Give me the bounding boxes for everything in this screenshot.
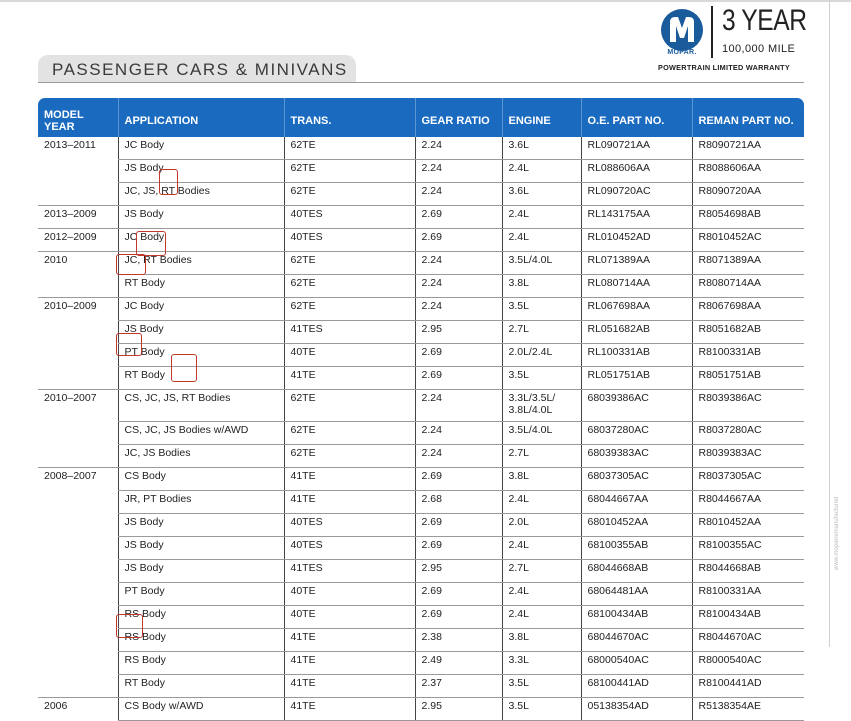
transmission: 40TE	[284, 344, 415, 367]
reman-part-no: R8100355AC	[692, 537, 804, 560]
table-row	[38, 537, 804, 560]
column-header: GEAR RATIO	[415, 98, 502, 137]
application: JS Body	[118, 537, 284, 560]
transmission: 41TE	[284, 367, 415, 390]
reman-part-no: R8039383AC	[692, 445, 804, 468]
application: JC, JS, RT Bodies	[118, 183, 284, 206]
table-row	[38, 560, 804, 583]
model-year	[38, 321, 118, 344]
application: JR, PT Bodies	[118, 491, 284, 514]
oe-part-no: RL100331AB	[581, 344, 692, 367]
section-title: PASSENGER CARS & MINIVANS	[52, 60, 348, 79]
engine: 2.4L	[502, 606, 581, 629]
gear-ratio: 2.69	[415, 514, 502, 537]
engine: 3.5L	[502, 367, 581, 390]
oe-part-no: RL067698AA	[581, 298, 692, 321]
oe-part-no: 68064481AA	[581, 583, 692, 606]
model-year: 2013–2009	[38, 206, 118, 229]
engine: 2.0L	[502, 514, 581, 537]
model-year	[38, 491, 118, 514]
application: JS Body	[118, 514, 284, 537]
application: JS Body	[118, 206, 284, 229]
oe-part-no: RL088606AA	[581, 160, 692, 183]
gear-ratio: 2.69	[415, 206, 502, 229]
reman-part-no: R8037280AC	[692, 422, 804, 445]
table-row	[38, 390, 804, 422]
reman-part-no: R8044670AC	[692, 629, 804, 652]
table-row	[38, 321, 804, 344]
column-header: ENGINE	[502, 98, 581, 137]
reman-part-no: R8051751AB	[692, 367, 804, 390]
gear-ratio: 2.69	[415, 468, 502, 491]
engine: 2.4L	[502, 491, 581, 514]
application: CS Body w/AWD	[118, 698, 284, 721]
gear-ratio: 2.69	[415, 367, 502, 390]
table-row	[38, 275, 804, 298]
transmission: 41TE	[284, 468, 415, 491]
model-year	[38, 606, 118, 629]
oe-part-no: 68039386AC	[581, 390, 692, 422]
warranty-years: 3 YEAR	[722, 4, 807, 37]
engine: 2.4L	[502, 229, 581, 252]
oe-part-no: RL051682AB	[581, 321, 692, 344]
transmission: 41TE	[284, 491, 415, 514]
oe-part-no: RL071389AA	[581, 252, 692, 275]
column-header: APPLICATION	[118, 98, 284, 137]
column-header: MODEL YEAR	[44, 108, 84, 133]
reman-part-no: R8044668AB	[692, 560, 804, 583]
gear-ratio: 2.69	[415, 344, 502, 367]
table-row	[38, 137, 804, 160]
reman-part-no: R8100441AD	[692, 675, 804, 698]
gear-ratio: 2.95	[415, 321, 502, 344]
transmission: 62TE	[284, 137, 415, 160]
gear-ratio: 2.38	[415, 629, 502, 652]
gear-ratio: 2.24	[415, 422, 502, 445]
oe-part-no: 68044668AB	[581, 560, 692, 583]
model-year: 2010–2009	[44, 300, 97, 312]
logo-divider	[711, 6, 713, 58]
parts-table	[38, 98, 804, 721]
reman-part-no: R8039386AC	[692, 390, 804, 422]
top-rule	[0, 0, 851, 2]
column-header: TRANS.	[284, 98, 415, 137]
oe-part-no: RL090720AC	[581, 183, 692, 206]
engine: 2.4L	[502, 583, 581, 606]
table-row	[38, 583, 804, 606]
transmission: 40TE	[284, 583, 415, 606]
transmission: 62TE	[284, 445, 415, 468]
gear-ratio: 2.68	[415, 491, 502, 514]
table-row	[38, 445, 804, 468]
model-year	[38, 675, 118, 698]
table-row	[38, 367, 804, 390]
model-year: 2012–2009	[38, 229, 118, 252]
oe-part-no: 68010452AA	[581, 514, 692, 537]
reman-part-no: R8100434AB	[692, 606, 804, 629]
gear-ratio: 2.24	[415, 298, 502, 321]
oe-part-no: 68100441AD	[581, 675, 692, 698]
rt-highlight-box	[159, 169, 178, 195]
reman-part-no: R8071389AA	[692, 252, 804, 275]
application: JS Body	[118, 560, 284, 583]
column-header: REMAN PART NO.	[692, 98, 804, 137]
warranty-tagline: POWERTRAIN LIMITED WARRANTY	[658, 63, 791, 72]
oe-part-no: 68100434AB	[581, 606, 692, 629]
page-edge-rule	[829, 0, 830, 647]
engine: 2.4L	[502, 160, 581, 183]
model-year	[38, 367, 118, 390]
application: JC Body	[118, 298, 284, 321]
gear-ratio: 2.24	[415, 390, 502, 422]
table-row	[38, 298, 804, 321]
engine: 2.0L/2.4L	[502, 344, 581, 367]
oe-part-no: 68000540AC	[581, 652, 692, 675]
transmission: 41TES	[284, 321, 415, 344]
model-year: 2008–2007	[44, 470, 97, 482]
gear-ratio: 2.49	[415, 652, 502, 675]
application: CS, JC, JS, RT Bodies	[118, 390, 284, 422]
reman-part-no: R5138354AE	[692, 698, 804, 721]
oe-part-no: 05138354AD	[581, 698, 692, 721]
application: RT Body	[118, 675, 284, 698]
transmission: 62TE	[284, 252, 415, 275]
reman-part-no: R8051682AB	[692, 321, 804, 344]
gear-ratio: 2.69	[415, 583, 502, 606]
warranty-mileage: 100,000 MILE	[722, 43, 796, 55]
transmission: 40TES	[284, 514, 415, 537]
engine-line: 3.3L/3.5L/	[508, 392, 556, 404]
gear-ratio: 2.24	[415, 183, 502, 206]
gear-ratio: 2.24	[415, 137, 502, 160]
reman-part-no: R8010452AA	[692, 514, 804, 537]
transmission: 40TES	[284, 229, 415, 252]
engine: 3.8L	[502, 275, 581, 298]
engine-line: 3.8L/4.0L	[508, 404, 553, 416]
engine: 3.8L	[502, 468, 581, 491]
gear-ratio: 2.95	[415, 560, 502, 583]
table-row	[38, 344, 804, 367]
application: RT Body	[118, 275, 284, 298]
application: JC, JS Bodies	[118, 445, 284, 468]
oe-part-no: 68037280AC	[581, 422, 692, 445]
table-row	[38, 160, 804, 183]
application: RS Body	[118, 652, 284, 675]
engine: 3.3L	[502, 652, 581, 675]
table-row	[38, 514, 804, 537]
model-year	[38, 652, 118, 675]
oe-part-no: 68044670AC	[581, 629, 692, 652]
transmission: 41TES	[284, 560, 415, 583]
reman-part-no: R8067698AA	[692, 298, 804, 321]
engine: 2.7L	[502, 321, 581, 344]
engine: 2.4L	[502, 537, 581, 560]
transmission: 41TE	[284, 698, 415, 721]
table-row	[38, 206, 804, 229]
model-year	[38, 275, 118, 298]
oe-part-no: 68039383AC	[581, 445, 692, 468]
model-year	[38, 160, 118, 183]
model-year: 2010–2007	[44, 392, 97, 404]
reman-part-no: R8090721AA	[692, 137, 804, 160]
engine: 2.7L	[502, 445, 581, 468]
transmission: 41TE	[284, 675, 415, 698]
oe-part-no: RL090721AA	[581, 137, 692, 160]
engine: 3.5L	[502, 298, 581, 321]
rt-highlight-box	[136, 231, 166, 256]
reman-part-no: R8080714AA	[692, 275, 804, 298]
reman-part-no: R8044667AA	[692, 491, 804, 514]
engine: 3.5L	[502, 698, 581, 721]
transmission: 62TE	[284, 183, 415, 206]
transmission: 62TE	[284, 298, 415, 321]
transmission: 40TES	[284, 206, 415, 229]
oe-part-no: 68044667AA	[581, 491, 692, 514]
gear-ratio: 2.24	[415, 445, 502, 468]
oe-part-no: RL143175AA	[581, 206, 692, 229]
oe-part-no: RL080714AA	[581, 275, 692, 298]
table-header-row	[38, 98, 804, 137]
reman-part-no: R8100331AA	[692, 583, 804, 606]
application: JS Body	[118, 321, 284, 344]
engine	[502, 390, 581, 422]
reman-part-no: R8100331AB	[692, 344, 804, 367]
model-year: 2010	[44, 254, 68, 266]
transmission: 62TE	[284, 275, 415, 298]
reman-part-no: R8090720AA	[692, 183, 804, 206]
table-row	[38, 422, 804, 445]
engine: 3.6L	[502, 137, 581, 160]
gear-ratio: 2.37	[415, 675, 502, 698]
engine: 3.5L/4.0L	[502, 422, 581, 445]
engine: 2.7L	[502, 560, 581, 583]
mopar-m-icon	[660, 8, 704, 52]
parts-table-wrapper	[38, 98, 804, 721]
mopar-brand: MOPAR.	[667, 49, 697, 56]
engine: 3.5L/4.0L	[502, 252, 581, 275]
engine: 3.6L	[502, 183, 581, 206]
gear-ratio: 2.69	[415, 606, 502, 629]
model-year: 2013–2011	[44, 139, 96, 151]
model-year	[38, 629, 118, 652]
model-year: 2006	[44, 700, 68, 712]
application: JS Body	[118, 160, 284, 183]
application: RS Body	[118, 629, 284, 652]
reman-part-no: R8000540AC	[692, 652, 804, 675]
warranty-logo	[658, 6, 828, 76]
application: RS Body	[118, 606, 284, 629]
table-row	[38, 652, 804, 675]
engine: 3.8L	[502, 629, 581, 652]
engine: 2.4L	[502, 206, 581, 229]
table-row	[38, 183, 804, 206]
engine: 3.5L	[502, 675, 581, 698]
application: JC Body	[118, 229, 284, 252]
gear-ratio: 2.24	[415, 275, 502, 298]
transmission: 62TE	[284, 422, 415, 445]
table-row	[38, 468, 804, 491]
oe-part-no: RL010452AD	[581, 229, 692, 252]
edge-text: www.moparremanufactured	[834, 496, 840, 570]
rt-highlight-box	[116, 254, 146, 275]
model-year	[38, 583, 118, 606]
model-year	[38, 560, 118, 583]
gear-ratio: 2.24	[415, 160, 502, 183]
oe-part-no: RL051751AB	[581, 367, 692, 390]
column-header: O.E. PART NO.	[581, 98, 692, 137]
table-row	[38, 629, 804, 652]
oe-part-no: 68037305AC	[581, 468, 692, 491]
model-year	[38, 537, 118, 560]
transmission: 62TE	[284, 390, 415, 422]
table-row	[38, 491, 804, 514]
transmission: 41TE	[284, 629, 415, 652]
application: CS Body	[118, 468, 284, 491]
rt-highlight-box	[116, 614, 143, 638]
gear-ratio: 2.69	[415, 229, 502, 252]
model-year	[38, 183, 118, 206]
reman-part-no: R8054698AB	[692, 206, 804, 229]
model-year	[38, 344, 118, 367]
transmission: 40TE	[284, 606, 415, 629]
reman-part-no: R8037305AC	[692, 468, 804, 491]
application: PT Body	[118, 344, 284, 367]
reman-part-no: R8088606AA	[692, 160, 804, 183]
section-rule	[38, 82, 804, 83]
application: CS, JC, JS Bodies w/AWD	[118, 422, 284, 445]
reman-part-no: R8010452AC	[692, 229, 804, 252]
gear-ratio: 2.95	[415, 698, 502, 721]
model-year	[38, 445, 118, 468]
rt-highlight-box	[171, 354, 197, 382]
section-tab	[38, 55, 356, 83]
transmission: 62TE	[284, 160, 415, 183]
model-year	[38, 514, 118, 537]
table-row	[38, 606, 804, 629]
rt-highlight-box	[116, 333, 142, 356]
transmission: 40TES	[284, 537, 415, 560]
oe-part-no: 68100355AB	[581, 537, 692, 560]
table-row	[38, 698, 804, 721]
table-row	[38, 675, 804, 698]
gear-ratio: 2.24	[415, 252, 502, 275]
application: PT Body	[118, 583, 284, 606]
application: RT Body	[118, 367, 284, 390]
model-year	[38, 422, 118, 445]
application: JC Body	[118, 137, 284, 160]
application: JC, RT Bodies	[118, 252, 284, 275]
transmission: 41TE	[284, 652, 415, 675]
gear-ratio: 2.69	[415, 537, 502, 560]
